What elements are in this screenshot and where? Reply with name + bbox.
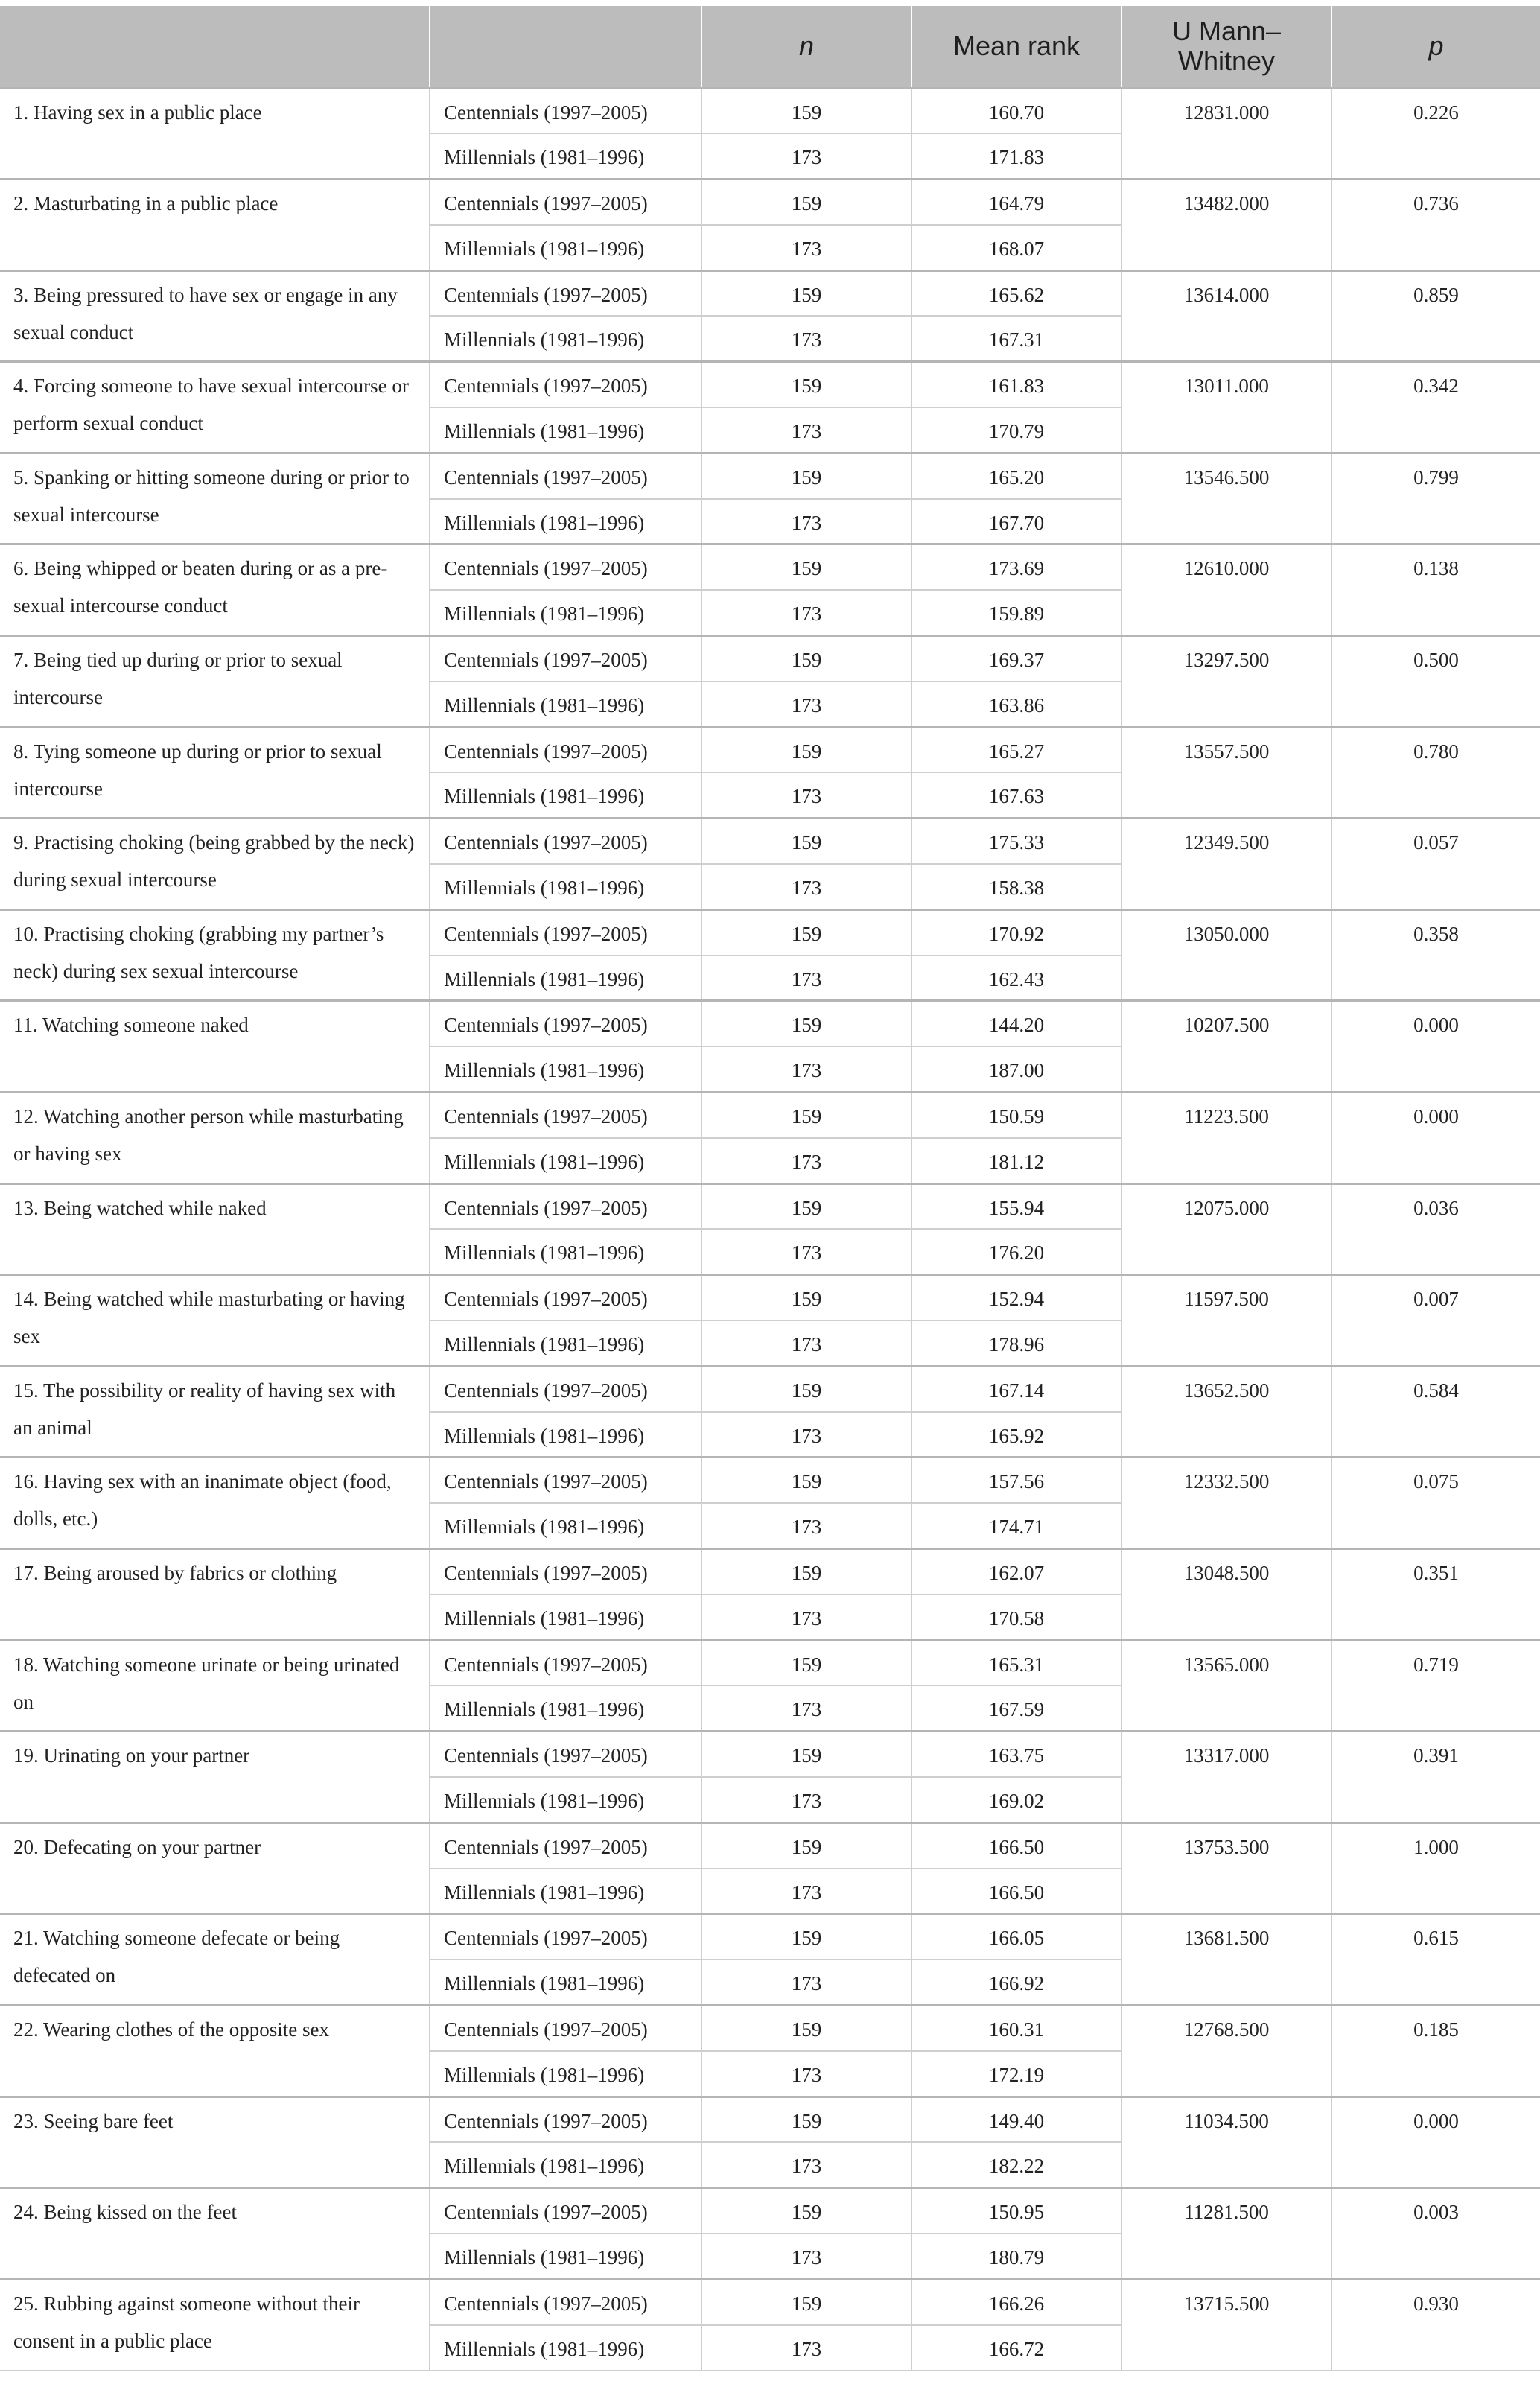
n-value: 173: [701, 499, 911, 544]
group-label: Millennials (1981–1996): [430, 1138, 701, 1183]
mean-rank-value: 176.20: [911, 1229, 1121, 1274]
table-row: [0, 2097, 1540, 2142]
p-value: 0.003: [1331, 2188, 1540, 2280]
item-label: 23. Seeing bare feet: [0, 2097, 430, 2188]
mean-rank-value: 167.59: [911, 1685, 1121, 1731]
mean-rank-value: 159.89: [911, 590, 1121, 635]
mean-rank-value: 169.37: [911, 636, 1121, 681]
n-value: 173: [701, 681, 911, 727]
group-label: Millennials (1981–1996): [430, 316, 701, 361]
mean-rank-value: 166.92: [911, 1959, 1121, 2005]
table-row: [0, 1549, 1540, 1595]
item-label: 1. Having sex in a public place: [0, 88, 430, 179]
group-label: Millennials (1981–1996): [430, 2051, 701, 2097]
n-value: 173: [701, 956, 911, 1001]
n-value: 159: [701, 270, 911, 316]
p-value: 0.057: [1331, 819, 1540, 910]
group-label: Millennials (1981–1996): [430, 956, 701, 1001]
mean-rank-value: 181.12: [911, 1138, 1121, 1183]
group-label: Millennials (1981–1996): [430, 1229, 701, 1274]
n-value: 173: [701, 1777, 911, 1822]
p-value: 0.351: [1331, 1549, 1540, 1641]
u-value: 12332.500: [1121, 1458, 1331, 1549]
header-n: n: [701, 6, 911, 88]
n-value: 159: [701, 1275, 911, 1320]
n-value: 159: [701, 2279, 911, 2324]
mean-rank-value: 163.75: [911, 1732, 1121, 1777]
mean-rank-value: 158.38: [911, 864, 1121, 909]
mean-rank-value: 170.58: [911, 1595, 1121, 1640]
n-value: 159: [701, 1640, 911, 1685]
mean-rank-value: 187.00: [911, 1046, 1121, 1092]
p-value: 0.342: [1331, 362, 1540, 454]
item-label: 4. Forcing someone to have sexual intercourse or perform sexual conduct: [0, 362, 430, 454]
mean-rank-value: 165.92: [911, 1412, 1121, 1458]
n-value: 159: [701, 1732, 911, 1777]
p-value: 0.138: [1331, 544, 1540, 636]
n-value: 159: [701, 909, 911, 955]
u-value: 11281.500: [1121, 2188, 1331, 2280]
mean-rank-value: 165.31: [911, 1640, 1121, 1685]
n-value: 159: [701, 1001, 911, 1046]
u-value: 11034.500: [1121, 2097, 1331, 2188]
group-label: Centennials (1997–2005): [430, 1458, 701, 1503]
table-row: [0, 636, 1540, 681]
mean-rank-value: 182.22: [911, 2142, 1121, 2187]
table-row: [0, 179, 1540, 225]
u-value: 12768.500: [1121, 2005, 1331, 2097]
mean-rank-value: 144.20: [911, 1001, 1121, 1046]
mean-rank-value: 166.72: [911, 2325, 1121, 2371]
p-value: 0.000: [1331, 2097, 1540, 2188]
item-label: 15. The possibility or reality of having sex with an animal: [0, 1366, 430, 1458]
p-value: 0.226: [1331, 88, 1540, 179]
table-row: [0, 2005, 1540, 2050]
group-label: Centennials (1997–2005): [430, 1822, 701, 1868]
group-label: Centennials (1997–2005): [430, 1732, 701, 1777]
p-value: 0.007: [1331, 1275, 1540, 1367]
mean-rank-value: 173.69: [911, 544, 1121, 590]
n-value: 159: [701, 1093, 911, 1138]
p-value: 1.000: [1331, 1822, 1540, 1914]
u-value: 13546.500: [1121, 453, 1331, 544]
n-value: 173: [701, 772, 911, 818]
group-label: Millennials (1981–1996): [430, 133, 701, 179]
mean-rank-value: 155.94: [911, 1183, 1121, 1229]
table-row: [0, 819, 1540, 864]
table-row: [0, 909, 1540, 955]
u-value: 12075.000: [1121, 1183, 1331, 1275]
item-label: 17. Being aroused by fabrics or clothing: [0, 1549, 430, 1641]
group-label: Millennials (1981–1996): [430, 1777, 701, 1822]
group-label: Millennials (1981–1996): [430, 1503, 701, 1548]
group-label: Centennials (1997–2005): [430, 362, 701, 407]
mean-rank-value: 165.27: [911, 727, 1121, 772]
item-label: 10. Practising choking (grabbing my partner’s neck) during sex sexual intercourse: [0, 909, 430, 1001]
n-value: 159: [701, 362, 911, 407]
p-value: 0.584: [1331, 1366, 1540, 1458]
mean-rank-value: 166.26: [911, 2279, 1121, 2324]
u-value: 13715.500: [1121, 2279, 1331, 2371]
header-item: [0, 6, 430, 88]
item-label: 13. Being watched while naked: [0, 1183, 430, 1275]
table-row: [0, 1822, 1540, 1868]
p-value: 0.391: [1331, 1732, 1540, 1823]
mean-rank-value: 167.63: [911, 772, 1121, 818]
mean-rank-value: 178.96: [911, 1320, 1121, 1366]
p-value: 0.185: [1331, 2005, 1540, 2097]
n-value: 173: [701, 2142, 911, 2187]
group-label: Centennials (1997–2005): [430, 636, 701, 681]
p-value: 0.930: [1331, 2279, 1540, 2371]
mean-rank-value: 150.59: [911, 1093, 1121, 1138]
item-label: 8. Tying someone up during or prior to sexual intercourse: [0, 727, 430, 819]
p-value: 0.000: [1331, 1093, 1540, 1184]
u-value: 12610.000: [1121, 544, 1331, 636]
u-value: 13565.000: [1121, 1640, 1331, 1732]
p-value: 0.719: [1331, 1640, 1540, 1732]
table-row: [0, 1001, 1540, 1046]
n-value: 159: [701, 2188, 911, 2234]
table-row: [0, 2279, 1540, 2324]
header-group: [430, 6, 701, 88]
u-value: 11223.500: [1121, 1093, 1331, 1184]
mean-rank-value: 162.07: [911, 1549, 1121, 1595]
table-row: [0, 88, 1540, 133]
mean-rank-value: 174.71: [911, 1503, 1121, 1548]
table-row: [0, 1366, 1540, 1411]
mean-rank-value: 162.43: [911, 956, 1121, 1001]
group-label: Millennials (1981–1996): [430, 407, 701, 453]
n-value: 159: [701, 1183, 911, 1229]
n-value: 159: [701, 88, 911, 133]
table-row: [0, 362, 1540, 407]
mean-rank-value: 166.05: [911, 1914, 1121, 1959]
mean-rank-value: 172.19: [911, 2051, 1121, 2097]
mean-rank-value: 175.33: [911, 819, 1121, 864]
group-label: Millennials (1981–1996): [430, 1869, 701, 1914]
group-label: Millennials (1981–1996): [430, 2234, 701, 2279]
group-label: Centennials (1997–2005): [430, 1093, 701, 1138]
item-label: 6. Being whipped or beaten during or as a pre-sexual intercourse conduct: [0, 544, 430, 636]
item-label: 7. Being tied up during or prior to sexual intercourse: [0, 636, 430, 728]
u-value: 11597.500: [1121, 1275, 1331, 1367]
n-value: 159: [701, 544, 911, 590]
u-value: 10207.500: [1121, 1001, 1331, 1093]
mean-rank-value: 165.62: [911, 270, 1121, 316]
group-label: Centennials (1997–2005): [430, 1640, 701, 1685]
u-value: 13048.500: [1121, 1549, 1331, 1641]
n-value: 173: [701, 590, 911, 635]
table-row: [0, 1640, 1540, 1685]
n-value: 173: [701, 1685, 911, 1731]
table-row: [0, 1093, 1540, 1138]
item-label: 2. Masturbating in a public place: [0, 179, 430, 271]
table-row: [0, 544, 1540, 590]
table-row: [0, 2188, 1540, 2234]
p-value: 0.799: [1331, 453, 1540, 544]
table-row: [0, 1275, 1540, 1320]
n-value: 173: [701, 1869, 911, 1914]
table-header: [0, 6, 1540, 88]
item-label: 22. Wearing clothes of the opposite sex: [0, 2005, 430, 2097]
p-value: 0.075: [1331, 1458, 1540, 1549]
table-row: [0, 1458, 1540, 1503]
p-value: 0.358: [1331, 909, 1540, 1001]
group-label: Millennials (1981–1996): [430, 1320, 701, 1366]
mean-rank-value: 170.79: [911, 407, 1121, 453]
mean-rank-value: 170.92: [911, 909, 1121, 955]
p-value: 0.615: [1331, 1914, 1540, 2006]
mean-rank-value: 167.14: [911, 1366, 1121, 1411]
mean-rank-value: 163.86: [911, 681, 1121, 727]
n-value: 173: [701, 1412, 911, 1458]
group-label: Millennials (1981–1996): [430, 1595, 701, 1640]
n-value: 173: [701, 1138, 911, 1183]
mean-rank-value: 169.02: [911, 1777, 1121, 1822]
n-value: 159: [701, 2097, 911, 2142]
n-value: 173: [701, 225, 911, 270]
group-label: Millennials (1981–1996): [430, 1412, 701, 1458]
n-value: 159: [701, 1914, 911, 1959]
p-value: 0.000: [1331, 1001, 1540, 1093]
group-label: Centennials (1997–2005): [430, 1183, 701, 1229]
group-label: Centennials (1997–2005): [430, 88, 701, 133]
group-label: Millennials (1981–1996): [430, 772, 701, 818]
group-label: Millennials (1981–1996): [430, 2325, 701, 2371]
n-value: 173: [701, 1229, 911, 1274]
n-value: 173: [701, 1959, 911, 2005]
table-row: [0, 1183, 1540, 1229]
u-value: 13652.500: [1121, 1366, 1331, 1458]
p-value: 0.036: [1331, 1183, 1540, 1275]
n-value: 173: [701, 2234, 911, 2279]
mean-rank-value: 160.31: [911, 2005, 1121, 2050]
mean-rank-value: 171.83: [911, 133, 1121, 179]
n-value: 159: [701, 1549, 911, 1595]
item-label: 25. Rubbing against someone without their consent in a public place: [0, 2279, 430, 2371]
mean-rank-value: 180.79: [911, 2234, 1121, 2279]
group-label: Centennials (1997–2005): [430, 2279, 701, 2324]
u-value: 13011.000: [1121, 362, 1331, 454]
group-label: Millennials (1981–1996): [430, 225, 701, 270]
mean-rank-value: 166.50: [911, 1869, 1121, 1914]
item-label: 21. Watching someone defecate or being defecated on: [0, 1914, 430, 2006]
group-label: Centennials (1997–2005): [430, 453, 701, 498]
group-label: Centennials (1997–2005): [430, 270, 701, 316]
p-value: 0.500: [1331, 636, 1540, 728]
header-row: [0, 6, 1540, 88]
table-row: [0, 270, 1540, 316]
item-label: 19. Urinating on your partner: [0, 1732, 430, 1823]
mean-rank-value: 152.94: [911, 1275, 1121, 1320]
item-label: 11. Watching someone naked: [0, 1001, 430, 1093]
group-label: Centennials (1997–2005): [430, 727, 701, 772]
item-label: 9. Practising choking (being grabbed by the neck) during sexual intercourse: [0, 819, 430, 910]
u-value: 13557.500: [1121, 727, 1331, 819]
n-value: 159: [701, 636, 911, 681]
u-value: 13614.000: [1121, 270, 1331, 362]
table-row: [0, 1914, 1540, 1959]
group-label: Centennials (1997–2005): [430, 909, 701, 955]
u-value: 13681.500: [1121, 1914, 1331, 2006]
group-label: Centennials (1997–2005): [430, 1001, 701, 1046]
mean-rank-value: 150.95: [911, 2188, 1121, 2234]
mean-rank-value: 164.79: [911, 179, 1121, 225]
header-mean-rank: Mean rank: [911, 6, 1121, 88]
mean-rank-value: 165.20: [911, 453, 1121, 498]
n-value: 173: [701, 864, 911, 909]
u-value: 13297.500: [1121, 636, 1331, 728]
u-value: 13317.000: [1121, 1732, 1331, 1823]
n-value: 173: [701, 407, 911, 453]
p-value: 0.859: [1331, 270, 1540, 362]
p-value: 0.780: [1331, 727, 1540, 819]
mean-rank-value: 167.70: [911, 499, 1121, 544]
n-value: 173: [701, 2051, 911, 2097]
item-label: 12. Watching another person while masturbating or having sex: [0, 1093, 430, 1184]
group-label: Centennials (1997–2005): [430, 2005, 701, 2050]
table-row: [0, 453, 1540, 498]
item-label: 14. Being watched while masturbating or having sex: [0, 1275, 430, 1367]
group-label: Millennials (1981–1996): [430, 590, 701, 635]
mean-rank-value: 166.50: [911, 1822, 1121, 1868]
group-label: Centennials (1997–2005): [430, 1366, 701, 1411]
group-label: Millennials (1981–1996): [430, 681, 701, 727]
group-label: Millennials (1981–1996): [430, 499, 701, 544]
n-value: 173: [701, 1320, 911, 1366]
header-p: p: [1331, 6, 1540, 88]
item-label: 3. Being pressured to have sex or engage in any sexual conduct: [0, 270, 430, 362]
item-label: 20. Defecating on your partner: [0, 1822, 430, 1914]
n-value: 159: [701, 1366, 911, 1411]
group-label: Centennials (1997–2005): [430, 2188, 701, 2234]
group-label: Millennials (1981–1996): [430, 1959, 701, 2005]
p-value: 0.736: [1331, 179, 1540, 271]
item-label: 18. Watching someone urinate or being urinated on: [0, 1640, 430, 1732]
group-label: Centennials (1997–2005): [430, 1549, 701, 1595]
n-value: 159: [701, 1822, 911, 1868]
table-row: [0, 727, 1540, 772]
n-value: 173: [701, 133, 911, 179]
group-label: Millennials (1981–1996): [430, 1685, 701, 1731]
n-value: 159: [701, 2005, 911, 2050]
n-value: 159: [701, 1458, 911, 1503]
n-value: 173: [701, 1046, 911, 1092]
n-value: 173: [701, 1595, 911, 1640]
n-value: 159: [701, 727, 911, 772]
group-label: Millennials (1981–1996): [430, 2142, 701, 2187]
mean-rank-value: 167.31: [911, 316, 1121, 361]
n-value: 173: [701, 316, 911, 361]
group-label: Centennials (1997–2005): [430, 179, 701, 225]
group-label: Centennials (1997–2005): [430, 1914, 701, 1959]
n-value: 173: [701, 1503, 911, 1548]
u-value: 12349.500: [1121, 819, 1331, 910]
header-u-mann-whitney: U Mann–Whitney: [1121, 6, 1331, 88]
mean-rank-value: 168.07: [911, 225, 1121, 270]
n-value: 159: [701, 453, 911, 498]
group-label: Centennials (1997–2005): [430, 819, 701, 864]
group-label: Millennials (1981–1996): [430, 1046, 701, 1092]
item-label: 5. Spanking or hitting someone during or prior to sexual intercourse: [0, 453, 430, 544]
item-label: 16. Having sex with an inanimate object (food, dolls, etc.): [0, 1458, 430, 1549]
group-label: Centennials (1997–2005): [430, 544, 701, 590]
table-body: [0, 88, 1540, 2371]
u-value: 13050.000: [1121, 909, 1331, 1001]
n-value: 173: [701, 2325, 911, 2371]
group-label: Centennials (1997–2005): [430, 1275, 701, 1320]
table-row: [0, 1732, 1540, 1777]
mean-rank-value: 160.70: [911, 88, 1121, 133]
mean-rank-value: 149.40: [911, 2097, 1121, 2142]
group-label: Millennials (1981–1996): [430, 864, 701, 909]
mean-rank-value: 161.83: [911, 362, 1121, 407]
u-value: 13753.500: [1121, 1822, 1331, 1914]
results-table: [0, 6, 1540, 2371]
item-label: 24. Being kissed on the feet: [0, 2188, 430, 2280]
mean-rank-value: 157.56: [911, 1458, 1121, 1503]
u-value: 13482.000: [1121, 179, 1331, 271]
n-value: 159: [701, 819, 911, 864]
group-label: Centennials (1997–2005): [430, 2097, 701, 2142]
u-value: 12831.000: [1121, 88, 1331, 179]
n-value: 159: [701, 179, 911, 225]
